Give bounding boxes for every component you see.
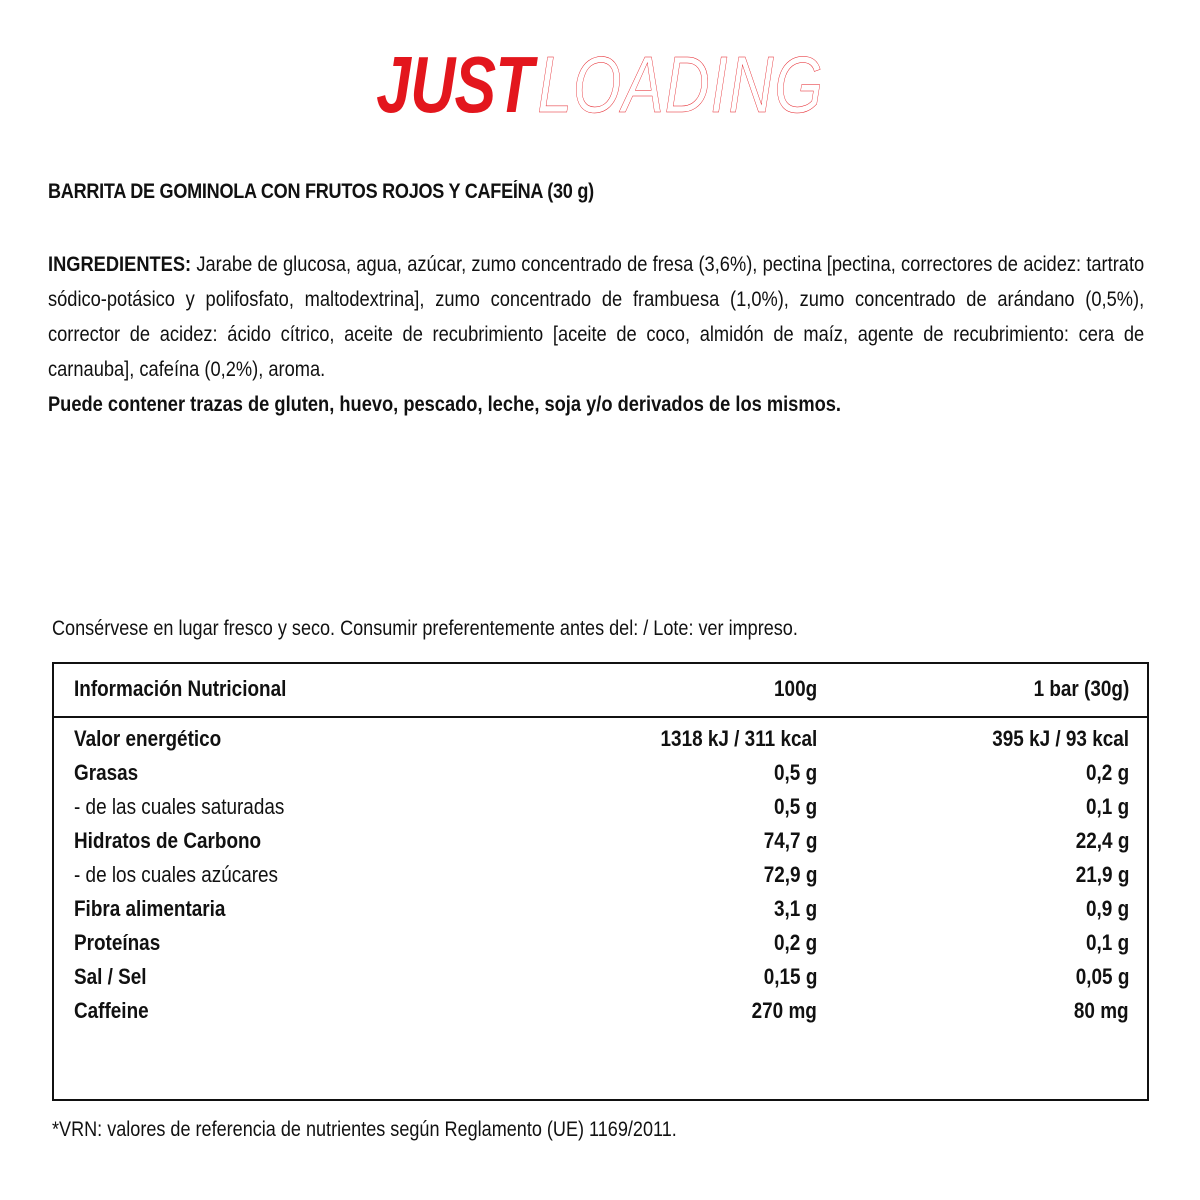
ingredients-block bbox=[48, 247, 1144, 422]
ingredients-label: INGREDIENTES: bbox=[48, 253, 192, 276]
storage-instructions: Consérvese en lugar fresco y seco. Consumir preferentemente antes del: / Lote: ver impreso. bbox=[52, 617, 798, 640]
nutrient-value-serving: 80 mg bbox=[1074, 998, 1129, 1023]
nutrient-value-100g: 0,2 g bbox=[773, 930, 817, 955]
nutrient-name: Hidratos de Carbono bbox=[74, 828, 262, 853]
nutrient-name: Proteínas bbox=[74, 930, 161, 955]
product-title: BARRITA DE GOMINOLA CON FRUTOS ROJOS Y CAFEÍNA (30 g) bbox=[48, 180, 594, 203]
nutrient-value-100g: 74,7 g bbox=[763, 828, 817, 853]
nutrient-value-serving: 0,9 g bbox=[1085, 896, 1129, 921]
nutrition-row bbox=[54, 760, 1147, 794]
nutrient-value-100g: 1318 kJ / 311 kcal bbox=[660, 726, 817, 751]
nutrition-row bbox=[54, 964, 1147, 998]
vrn-footnote: *VRN: valores de referencia de nutrientes según Reglamento (UE) 1169/2011. bbox=[52, 1118, 677, 1141]
allergens-warning: Puede contener trazas de gluten, huevo, pescado, leche, soja y/o derivados de los mismos. bbox=[48, 393, 841, 416]
nutrient-name: - de los cuales azúcares bbox=[74, 862, 279, 887]
nutrient-value-100g: 0,15 g bbox=[763, 964, 817, 989]
nutrient-value-serving: 0,05 g bbox=[1075, 964, 1129, 989]
nutrient-value-serving: 0,1 g bbox=[1085, 794, 1129, 819]
nutrient-name: Valor energético bbox=[74, 726, 222, 751]
nutrition-row bbox=[54, 862, 1147, 896]
nutrition-row bbox=[54, 896, 1147, 930]
nutrition-row bbox=[54, 828, 1147, 862]
nutrient-value-serving: 395 kJ / 93 kcal bbox=[992, 726, 1129, 751]
nutrient-value-100g: 0,5 g bbox=[773, 794, 817, 819]
ingredients-text: Jarabe de glucosa, agua, azúcar, zumo concentrado de fresa (3,6%), pectina [pectina, correctores de acidez: tartrato sódico-potásico y polifosfato, maltodextrina], zumo concentrado de frambuesa (1,0%), zumo concentrado de arándano (0,5%), corrector de acidez: ácido cítrico, aceite de recubrimiento [aceite de coco, almidón de maíz, agente de recubrimiento: cera de carnauba], cafeína (0,2%), aroma. bbox=[48, 253, 1145, 381]
nutrient-value-serving: 0,1 g bbox=[1085, 930, 1129, 955]
nutrient-value-serving: 22,4 g bbox=[1075, 828, 1129, 853]
nutrient-value-serving: 0,2 g bbox=[1085, 760, 1129, 785]
nutrient-value-100g: 72,9 g bbox=[763, 862, 817, 887]
nutrition-row bbox=[54, 930, 1147, 964]
nutrition-table bbox=[52, 662, 1149, 1101]
nutrition-header-serving: 1 bar (30g) bbox=[1033, 676, 1129, 701]
nutrient-name: - de las cuales saturadas bbox=[74, 794, 285, 819]
brand-logo bbox=[132, 40, 1068, 130]
brand-logo-loading: LOADING bbox=[537, 40, 824, 129]
nutrition-header-divider bbox=[54, 716, 1147, 718]
nutrition-row bbox=[54, 794, 1147, 828]
nutrient-name: Fibra alimentaria bbox=[74, 896, 226, 921]
nutrition-header-row bbox=[54, 676, 1147, 710]
nutrient-value-100g: 270 mg bbox=[751, 998, 817, 1023]
nutrient-value-100g: 3,1 g bbox=[773, 896, 817, 921]
nutrient-name: Caffeine bbox=[74, 998, 149, 1023]
nutrient-name: Sal / Sel bbox=[74, 964, 147, 989]
nutrient-name: Grasas bbox=[74, 760, 139, 785]
nutrient-value-100g: 0,5 g bbox=[773, 760, 817, 785]
nutrition-header-100g: 100g bbox=[773, 676, 817, 701]
nutrition-row bbox=[54, 726, 1147, 760]
brand-logo-just: JUST bbox=[376, 40, 533, 129]
nutrition-header-name: Información Nutricional bbox=[74, 676, 287, 701]
nutrient-value-serving: 21,9 g bbox=[1075, 862, 1129, 887]
nutrition-row bbox=[54, 998, 1147, 1032]
